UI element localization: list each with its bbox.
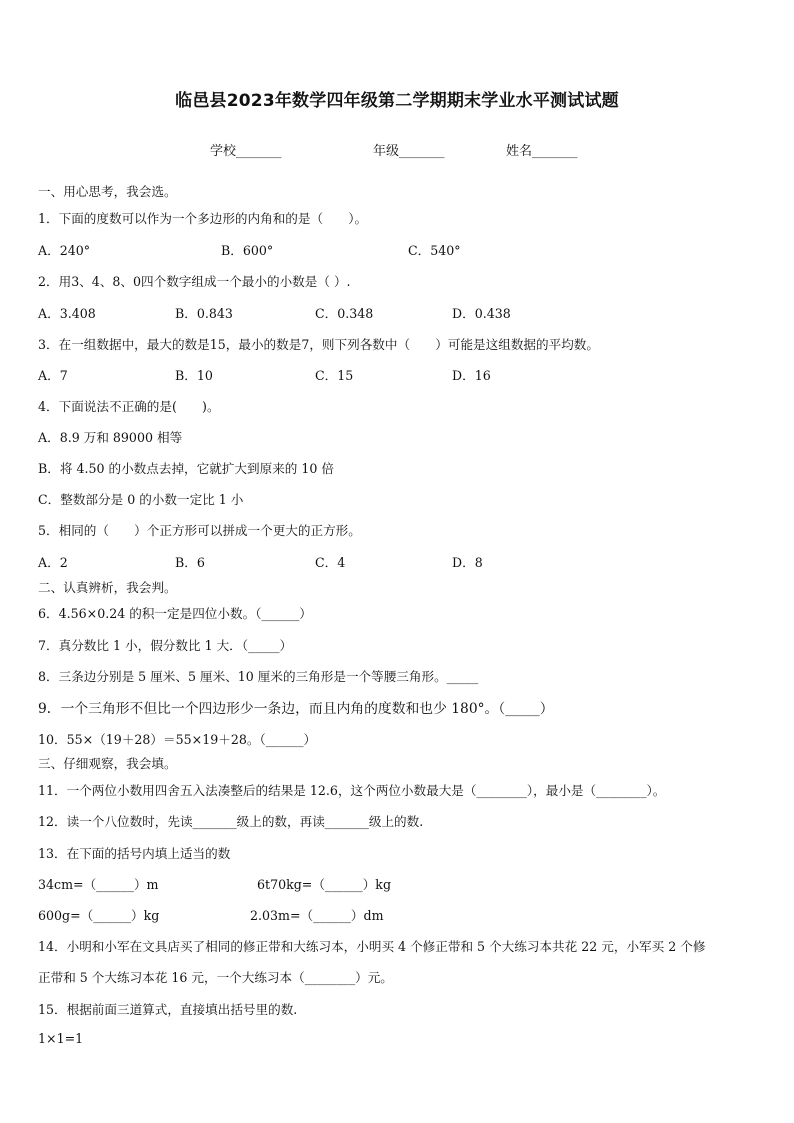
q1-option-b: B．600° xyxy=(221,243,274,258)
q3-option-a: A．7 xyxy=(38,368,68,383)
question-6: 6．4.56×0.24 的积一定是四位小数。（______） xyxy=(38,606,312,621)
q3-option-d: D．16 xyxy=(452,368,491,383)
q15-equation: 1×1=1 xyxy=(38,1031,84,1046)
q5-option-a: A．2 xyxy=(38,555,68,570)
q2-option-a: A．3.408 xyxy=(38,306,96,321)
question-14-line-2: 正带和 5 个大练习本花 16 元，一个大练习本（________）元。 xyxy=(38,970,393,985)
question-11: 11．一个两位小数用四舍五入法凑整后的结果是 12.6，这个两位小数最大是（________），最小是（________）。 xyxy=(38,783,666,798)
q1-option-c: C．540° xyxy=(408,243,461,258)
section-heading: 三、仔细观察，我会填。 xyxy=(38,756,177,771)
q13-item-c: 600g=（______）kg xyxy=(38,908,160,923)
q3-option-c: C．15 xyxy=(315,368,354,383)
grade-field: 年级_______ xyxy=(373,144,445,159)
q3-option-b: B．10 xyxy=(175,368,213,383)
question-9: 9．一个三角形不但比一个四边形少一条边，而且内角的度数和也少 180°。（_____） xyxy=(38,701,554,717)
question-13: 13．在下面的括号内填上适当的数 xyxy=(38,846,231,861)
question-2: 2．用3、4、8、0四个数字组成一个最小的小数是（ ）. xyxy=(38,274,351,289)
q4-option-a: A．8.9 万和 89000 相等 xyxy=(38,430,183,445)
question-15: 15．根据前面三道算式，直接填出括号里的数. xyxy=(38,1002,298,1017)
q13-item-d: 2.03m=（______）dm xyxy=(250,908,384,923)
page-title: 临邑县2023年数学四年级第二学期期末学业水平测试试题 xyxy=(175,91,619,111)
question-3: 3．在一组数据中，最大的数是15，最小的数是7，则下列各数中（ ）可能是这组数据的平均数。 xyxy=(38,337,599,352)
question-5: 5．相同的（ ）个正方形可以拼成一个更大的正方形。 xyxy=(38,523,361,538)
question-12: 12．读一个八位数时，先读_______级上的数，再读_______级上的数. xyxy=(38,814,424,829)
school-field: 学校_______ xyxy=(210,144,282,159)
q4-option-b: B．将 4.50 的小数点去掉，它就扩大到原来的 10 倍 xyxy=(38,461,335,476)
question-8: 8．三条边分别是 5 厘米、5 厘米、10 厘米的三角形是一个等腰三角形。_____ xyxy=(38,669,479,684)
question-4: 4．下面说法不正确的是( )。 xyxy=(38,399,220,414)
question-7: 7．真分数比 1 小，假分数比 1 大．（_____） xyxy=(38,638,293,653)
q2-option-d: D．0.438 xyxy=(452,306,511,321)
q4-option-c: C．整数部分是 0 的小数一定比 1 小 xyxy=(38,492,244,507)
q5-option-c: C．4 xyxy=(315,555,346,570)
q13-item-a: 34cm=（______）m xyxy=(38,877,159,892)
q13-item-b: 6t70kg=（______）kg xyxy=(257,877,392,892)
q2-option-b: B．0.843 xyxy=(175,306,233,321)
question-14-line-1: 14．小明和小军在文具店买了相同的修正带和大练习本，小明买 4 个修正带和 5 个大练习本共花 22 元，小军买 2 个修 xyxy=(38,939,706,954)
q5-option-b: B．6 xyxy=(175,555,205,570)
q2-option-c: C．0.348 xyxy=(315,306,374,321)
section-heading: 一、用心思考，我会选。 xyxy=(38,184,177,199)
question-1: 1．下面的度数可以作为一个多边形的内角和的是（ ）。 xyxy=(38,211,368,226)
q5-option-d: D．8 xyxy=(452,555,483,570)
q1-option-a: A．240° xyxy=(38,243,91,258)
question-10: 10．55×（19＋28）＝55×19＋28。（______） xyxy=(38,732,317,747)
name-field: 姓名_______ xyxy=(506,144,578,159)
section-heading: 二、认真辨析，我会判。 xyxy=(38,580,177,595)
